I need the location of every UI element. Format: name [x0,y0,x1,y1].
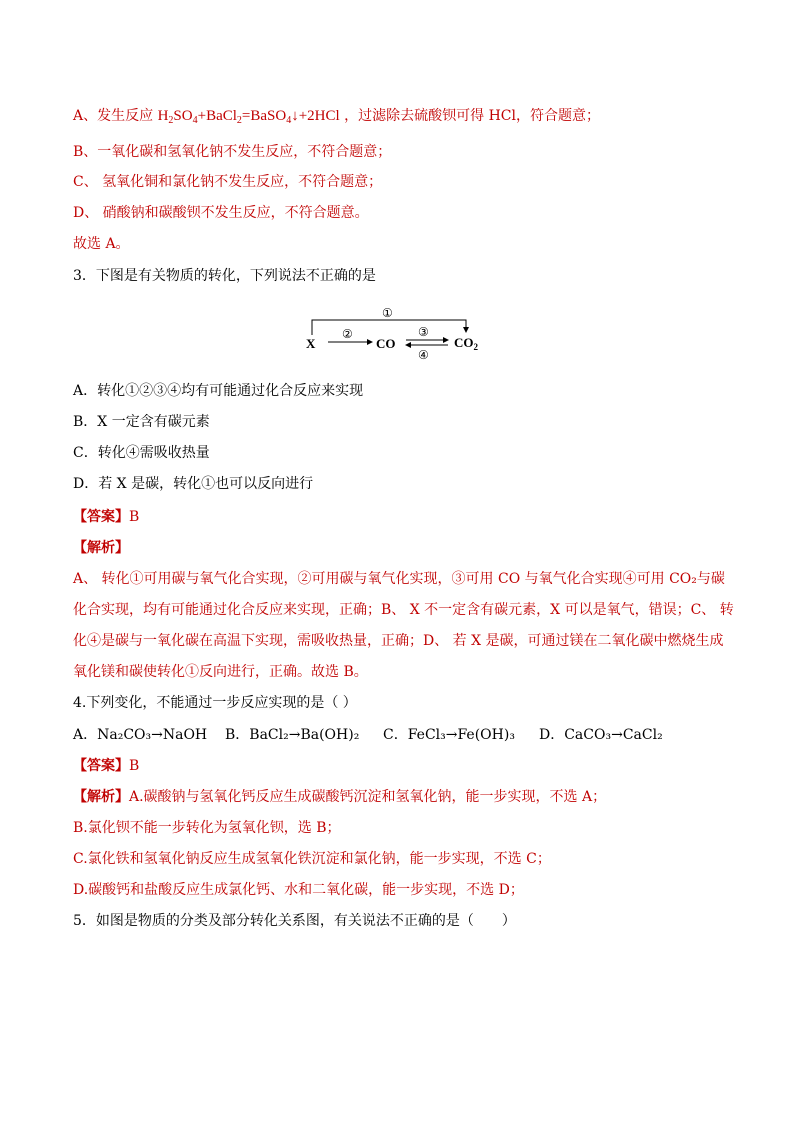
q5-stem: 5．如图是物质的分类及部分转化关系图，有关说法不正确的是（ ） [73,913,516,929]
q2-explain-b: B、一氧化碳和氢氧化钠不发生反应，不符合题意； [73,144,392,160]
eq-part: +BaCl [197,108,237,124]
node-co2 [454,335,479,352]
q3-analysis-label: 【解析】 [73,540,129,556]
q4-answer [73,756,139,776]
q2-explain-a [73,106,600,126]
q4-option-a: A．Na₂CO₃→NaOH [73,727,208,743]
q3-answer [73,507,139,527]
arrow-1 [312,320,466,335]
q2-explain-c: C、 氢氧化铜和氯化钠不发生反应，不符合题意； [73,174,383,190]
q3-option-d: D．若 X 是碳，转化①也可以反向进行 [73,476,314,492]
q3-conversion-diagram [296,300,496,366]
q3-stem: 3．下图是有关物质的转化，下列说法不正确的是 [73,268,376,284]
q4-option-c: C．FeCl₃→Fe(OH)₃ [383,727,515,743]
eq-part: SO [173,108,193,124]
label-1: ① [382,306,393,320]
q4-analysis-b: B.氯化钡不能一步转化为氢氧化钡，选 B； [73,820,341,836]
q4-option-b: B．BaCl₂→Ba(OH)₂ [225,727,360,743]
node-co: CO [376,336,396,351]
label-3: ③ [418,325,429,339]
q4-stem: 4.下列变化，不能通过一步反应实现的是（ ） [73,695,357,711]
q2-a-suffix: ，过滤除去硫酸钡可得 HCl，符合题意； [344,108,600,124]
conversion-diagram-svg [296,300,496,366]
q3-option-a: A．转化①②③④均有可能通过化合反应来实现 [73,383,364,399]
answer-value: B [129,758,140,774]
analysis-label: 【解析】 [73,789,129,805]
q4-analysis-a [73,787,606,807]
eq-part: =BaSO [241,108,287,124]
answer-label: 【答案】 [73,509,129,525]
q2-a-prefix: A、发生反应 [73,108,154,124]
q3-analysis-line: A、 转化①可用碳与氧气化合实现，②可用碳与氧气化实现，③可用 CO 与氧气化合实现④可用 CO₂与碳 [73,571,725,587]
q3-option-c: C．转化④需吸收热量 [73,445,210,461]
node-co2-main: CO [454,335,474,350]
q4-analysis-d: D.碳酸钙和盐酸反应生成氯化钙、水和二氧化碳，能一步实现，不选 D； [73,882,524,898]
q2-explain-d: D、 硝酸钠和碳酸钡不发生反应，不符合题意。 [73,205,369,221]
q2-choice: 故选 A。 [73,236,130,252]
eq-part: H [157,108,169,124]
answer-label: 【答案】 [73,758,129,774]
q3-analysis-line: 化合实现，均有可能通过化合反应来实现，正确；B、 X 不一定含有碳元素，X 可以是氧气，错误；C、 转 [73,602,734,618]
q3-analysis-line: 化④是碳与一氧化碳在高温下实现，需吸收热量，正确；D、 若 X 是碳，可通过镁在二氧化碳中燃烧生成 [73,633,724,649]
label-2: ② [342,327,353,341]
q4-options [73,725,663,745]
q4-option-d: D．CaCO₃→CaCl₂ [539,727,663,743]
answer-value: B [129,509,140,525]
node-x: X [306,336,316,351]
q3-analysis-line: 氧化镁和碳使转化①反向进行，正确。故选 B。 [73,664,368,680]
q4-analysis-c: C.氯化铁和氢氧化钠反应生成氢氧化铁沉淀和氯化钠，能一步实现，不选 C； [73,851,551,867]
analysis-text: A.碳酸钠与氢氧化钙反应生成碳酸钙沉淀和氢氧化钠，能一步实现，不选 A； [129,789,607,805]
q2-equation: $H_2SO_4+BaCl_2=BaSO_4↓+2HCl$ [157,108,340,126]
q3-option-b: B．X 一定含有碳元素 [73,414,210,430]
node-co2-sub: 2 [473,342,478,352]
eq-part: +2HCl [298,108,340,124]
precipitate-arrow-icon: ↓ [291,108,299,124]
label-4: ④ [418,348,429,362]
